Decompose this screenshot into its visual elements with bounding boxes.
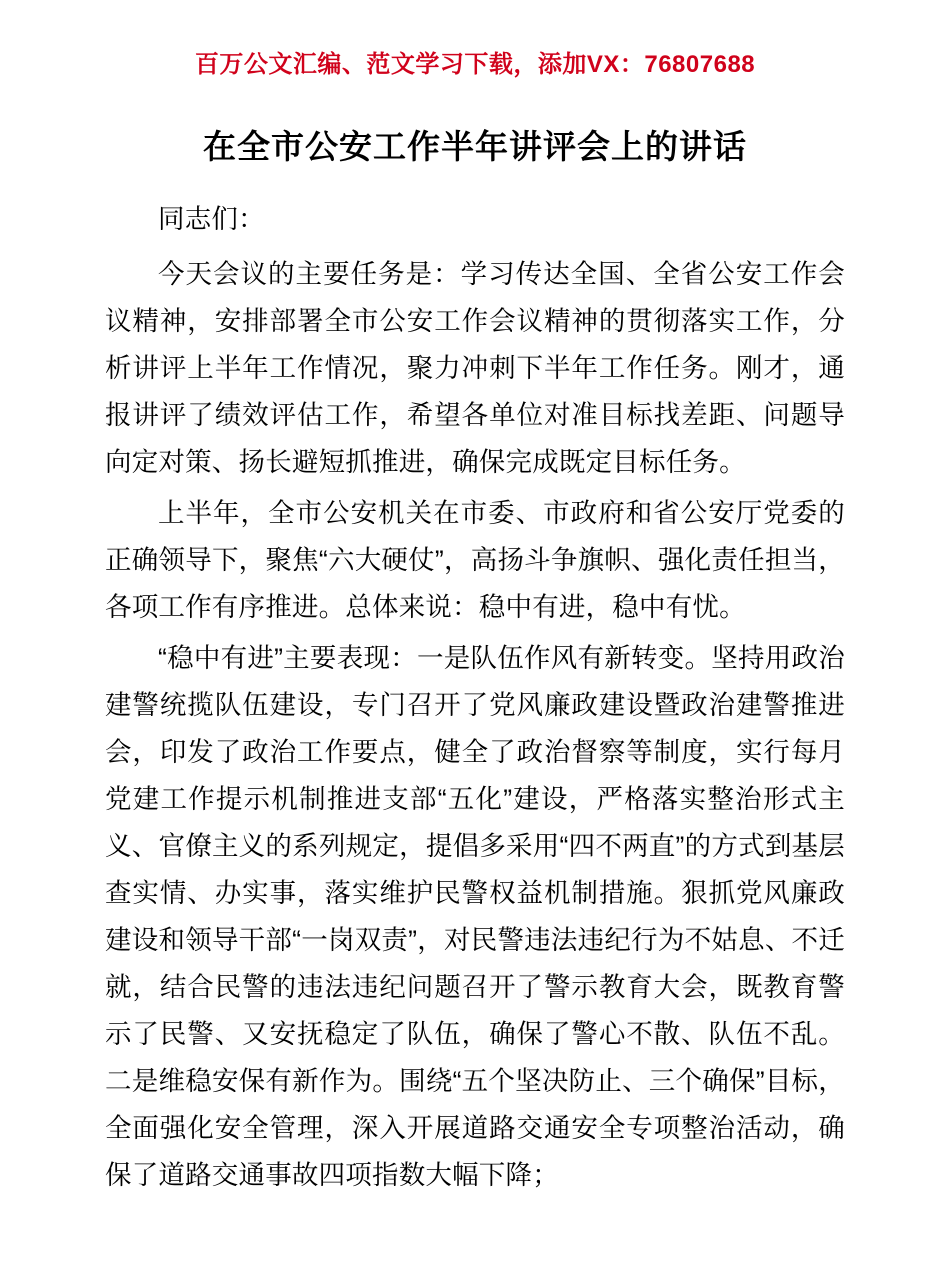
watermark-text: 百万公文汇编、范文学习下载，添加VX：76807688 (194, 51, 756, 78)
paragraph-1: 今天会议的主要任务是：学习传达全国、全省公安工作会议精神，安排部署全市公安工作会议精神的贯彻落实工作，分析讲评上半年工作情况，聚力冲刺下半年工作任务。刚才，通报讲评了绩效评估工作，希望各单位对准目标找差距、问题导向定对策、扬长避短抓推进，确保完成既定目标任务。 (105, 259, 845, 477)
page-title: 在全市公安工作半年讲评会上的讲话 (203, 128, 747, 165)
document-page (0, 44, 950, 1274)
salutation: 同志们： (158, 204, 265, 234)
document-body (105, 168, 845, 1199)
paragraph-3: “稳中有进”主要表现：一是队伍作风有新转变。坚持用政治建警统揽队伍建设，专门召开了党风廉政建设暨政治建警推进会，印发了政治工作要点，健全了政治督察等制度，实行每月党建工作提示机制推进支部“五化”建设，严格落实整治形式主义、官僚主义的系列规定，提倡多采用“四不两直”的方式到基层查实情、办实事，落实维护民警权益机制措施。狠抓党风廉政建设和领导干部“一岗双责”，对民警违法违纪行为不姑息、不迁就，结合民警的违法违纪问题召开了警示教育大会，既教育警示了民警、又安抚稳定了队伍，确保了警心不散、队伍不乱。二是维稳安保有新作为。围绕“五个坚决防止、三个确保”目标，全面强化安全管理，深入开展道路交通安全专项整治活动，确保了道路交通事故四项指数大幅下降； (105, 643, 845, 1190)
paragraph-2: 上半年，全市公安机关在市委、市政府和省公安厅党委的正确领导下，聚焦“六大硬仗”，高扬斗争旗帜、强化责任担当，各项工作有序推进。总体来说：稳中有进，稳中有忧。 (105, 498, 845, 622)
